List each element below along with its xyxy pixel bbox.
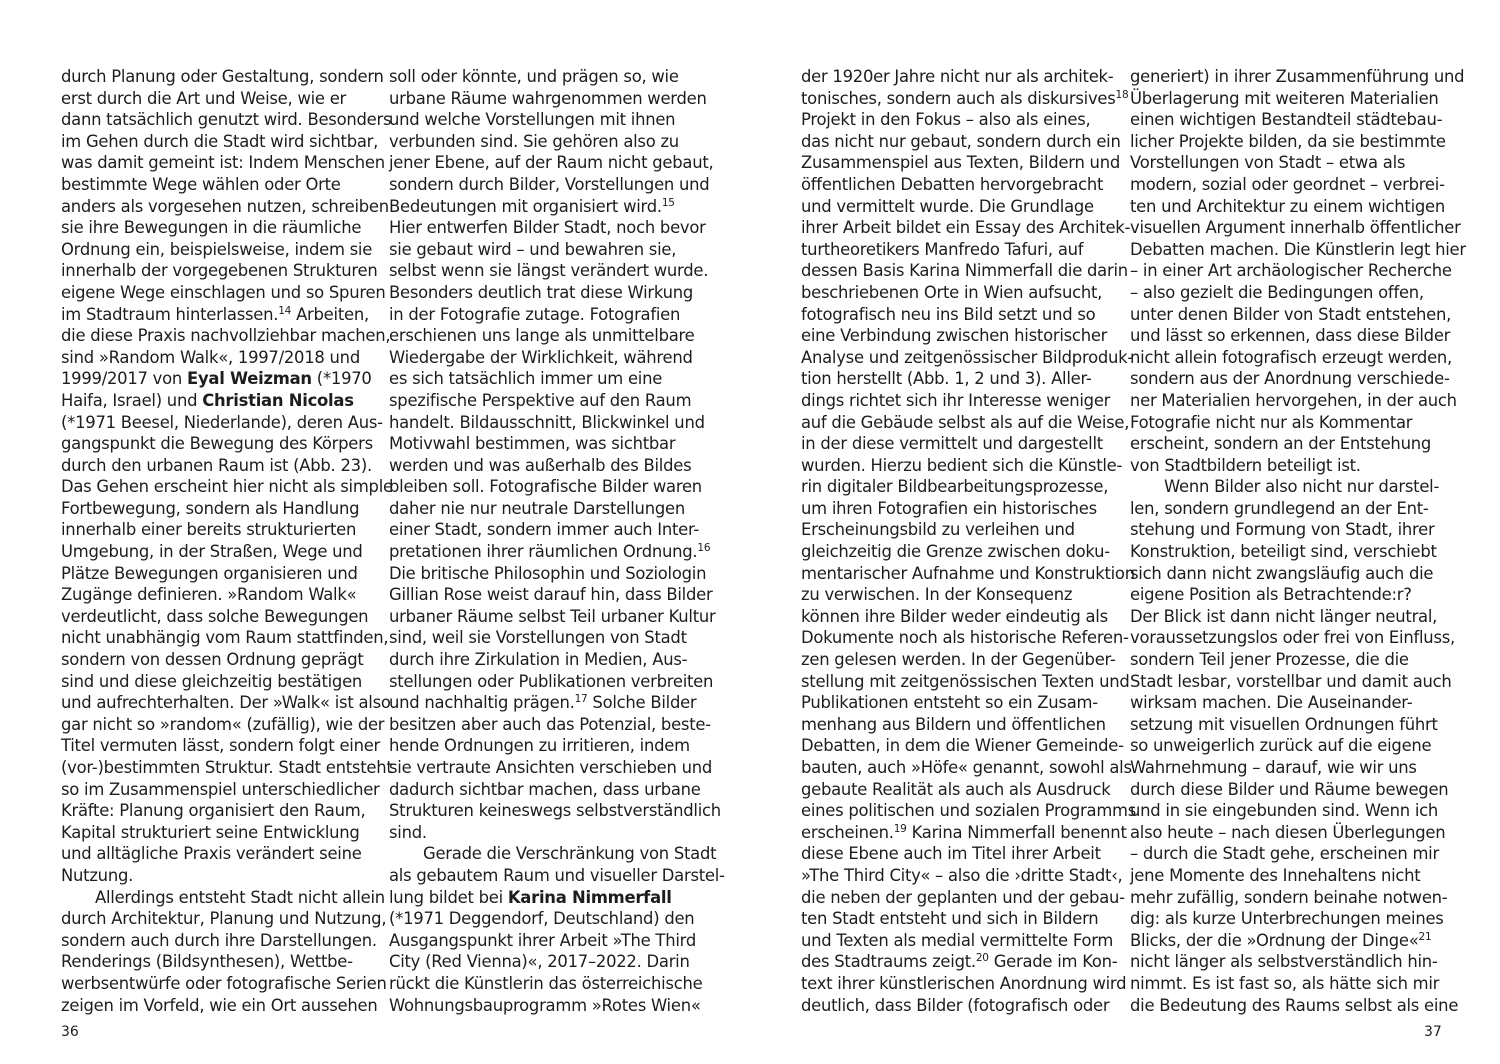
text-line: Der Blick ist dann nicht länger neutral, — [1130, 606, 1438, 626]
text-line: sondern von dessen Ordnung geprägt — [61, 650, 364, 670]
text-line: und nachhaltig prägen.$^{17}$ Solche Bilder — [389, 693, 697, 713]
text-line: dings richtet sich ihr Interesse weniger — [801, 390, 1111, 410]
text-line: die diese Praxis nachvollziehbar machen, — [61, 326, 391, 346]
text-line: so im Zusammenspiel unterschiedlicher — [61, 779, 380, 799]
text-line: verbunden sind. Sie gehören also zu — [389, 131, 679, 151]
text-line: Publikationen entsteht so ein Zusam- — [801, 693, 1098, 713]
text-line: und welche Vorstellungen mit ihnen — [389, 110, 676, 130]
text-line: – also gezielt die Bedingungen offen, — [1130, 282, 1424, 302]
text-line: Umgebung, in der Straßen, Wege und — [61, 542, 363, 562]
text-line: die neben der geplanten und der gebau- — [801, 887, 1125, 907]
text-line: des Stadtraums zeigt.$^{20}$ Gerade im Kon- — [801, 952, 1118, 972]
text-column-3 — [801, 66, 1136, 1016]
text-line: turtheoretikers Manfredo Tafuri, auf — [801, 239, 1084, 259]
text-line: Titel vermuten lässt, sondern folgt einer — [61, 736, 381, 756]
text-line: City (Red Vienna)«, 2017–2022. Darin — [389, 952, 690, 972]
text-line: durch diese Bilder und Räume bewegen — [1130, 779, 1449, 799]
text-line: mentarischer Aufnahme und Konstruktion — [801, 563, 1135, 583]
right-page — [750, 0, 1500, 1064]
text-line: auf die Gebäude selbst als auf die Weise, — [801, 412, 1130, 432]
text-line: voraussetzungslos oder frei von Einfluss, — [1130, 628, 1455, 648]
text-line: Renderings (Bildsynthesen), Wettbe- — [61, 952, 353, 972]
text-line: tion herstellt (Abb. 1, 2 und 3). Aller- — [801, 369, 1092, 389]
text-line: Das Gehen erscheint hier nicht als simple — [61, 477, 393, 497]
footnote-ref: 16 — [697, 542, 711, 555]
text-line: Projekt in den Fokus – also als eines, — [801, 110, 1091, 130]
text-line: sich dann nicht zwangsläufig auch die — [1130, 563, 1434, 583]
text-line: Konstruktion, beteiligt sind, verschiebt — [1130, 542, 1437, 562]
text-line: selbst wenn sie längst verändert wurde. — [389, 261, 709, 281]
text-line: »The Third City« – also die ›dritte Stadt‹, — [801, 865, 1123, 885]
footnote-ref: 14 — [278, 304, 292, 317]
text-line: es sich tatsächlich immer um eine — [389, 369, 663, 389]
text-line: gangspunkt die Bewegung des Körpers — [61, 434, 373, 454]
text-line: gebaute Realität als auch als Ausdruck — [801, 779, 1111, 799]
text-line: Wohnungsbauprogramm »Rotes Wien« — [389, 995, 701, 1015]
text-line: Kräfte: Planung organisiert den Raum, — [61, 801, 366, 821]
text-line: Erscheinungsbild zu verleihen und — [801, 520, 1075, 540]
text-line: und lässt so erkennen, dass diese Bilder — [1130, 326, 1451, 346]
text-line: erschienen uns lange als unmittelbare — [389, 326, 695, 346]
artist-name: Eyal Weizman — [187, 369, 312, 389]
text-line: sind »Random Walk«, 1997/2018 und — [61, 347, 360, 367]
text-line: Besonders deutlich trat diese Wirkung — [389, 282, 694, 302]
text-line: Ordnung ein, beispielsweise, indem sie — [61, 239, 373, 259]
text-line: gar nicht so »random« (zufällig), wie der — [61, 714, 385, 734]
text-line: einen wichtigen Bestandteil städtebau- — [1130, 110, 1443, 130]
text-line: generiert) in ihrer Zusammenführung und — [1130, 67, 1465, 86]
text-line: zu verwischen. In der Konsequenz — [801, 585, 1073, 605]
footnote-ref: 21 — [1418, 930, 1432, 943]
text-line: die Bedeutung des Raums selbst als eine — [1130, 995, 1459, 1015]
text-line: sie vertraute Ansichten verschieben und — [389, 758, 713, 777]
text-line: Ausgangspunkt ihrer Arbeit »The Third — [389, 930, 696, 950]
text-line: nicht allein fotografisch erzeugt werden, — [1130, 347, 1452, 367]
text-line: das nicht nur gebaut, sondern durch ein — [801, 131, 1121, 151]
text-line: 1999/2017 von Eyal Weizman (*1970 — [61, 369, 372, 389]
text-line: eigene Wege einschlagen und so Spuren — [61, 282, 386, 302]
text-line: jene Momente des Innehaltens nicht — [1130, 865, 1421, 885]
text-column-1 — [61, 66, 393, 1016]
text-line: werbsentwürfe oder fotografische Serien — [61, 973, 387, 993]
text-line: Die britische Philosophin und Soziologin — [389, 563, 707, 583]
text-line: Fotografie nicht nur als Kommentar — [1130, 412, 1413, 432]
text-line: eigene Position als Betrachtende:r? — [1130, 585, 1412, 605]
artist-name: Christian Nicolas — [202, 390, 354, 410]
text-line: nicht unabhängig vom Raum stattfinden, — [61, 628, 389, 648]
text-line: lung bildet bei Karina Nimmerfall — [389, 887, 672, 907]
text-line: innerhalb der vorgegebenen Strukturen — [61, 261, 378, 281]
text-line: Blicks, der die »Ordnung der Dinge«$^{21}$ — [1130, 930, 1432, 950]
text-line: durch Planung oder Gestaltung, sondern — [61, 67, 384, 86]
text-line: in der diese vermittelt und dargestellt — [801, 434, 1103, 454]
text-line: Allerdings entsteht Stadt nicht allein — [95, 887, 385, 907]
text-line: Wiedergabe der Wirklichkeit, während — [389, 347, 693, 367]
text-line: durch den urbanen Raum ist (Abb. 23). — [61, 455, 372, 475]
text-line: zeigen im Vorfeld, wie ein Ort aussehen — [61, 995, 378, 1015]
text-line: wirksam machen. Die Auseinander- — [1130, 693, 1413, 713]
text-line: Zugänge definieren. »Random Walk« — [61, 585, 357, 605]
text-line: sondern aus der Anordnung verschiede- — [1130, 369, 1450, 389]
text-line: stehung und Formung von Stadt, ihrer — [1130, 520, 1435, 540]
text-line: Nutzung. — [61, 865, 134, 885]
text-line: und alltägliche Praxis verändert seine — [61, 844, 362, 864]
text-line: dadurch sichtbar machen, dass urbane — [389, 779, 701, 799]
text-line: im Stadtraum hinterlassen.$^{14}$ Arbeiten, — [61, 304, 369, 324]
text-line: unter denen Bilder von Stadt entstehen, — [1130, 304, 1452, 324]
text-line: also heute – nach diesen Überlegungen — [1130, 822, 1446, 842]
text-line: menhang aus Bildern und öffentlichen — [801, 714, 1106, 734]
text-line: so unweigerlich zurück auf die eigene — [1130, 736, 1432, 756]
text-line: sind und diese gleichzeitig bestätigen — [61, 671, 363, 691]
text-line: setzung mit visuellen Ordnungen führt — [1130, 714, 1438, 734]
text-line: stellungen oder Publikationen verbreiten — [389, 671, 714, 691]
text-line: sondern Teil jener Prozesse, die die — [1130, 650, 1409, 670]
text-column-4 — [1130, 66, 1466, 1016]
text-line: um ihren Fotografien ein historisches — [801, 498, 1097, 518]
text-line: modern, sozial oder geordnet – verbrei- — [1130, 174, 1445, 194]
text-line: bestimmte Wege wählen oder Orte — [61, 174, 341, 194]
text-line: als gebautem Raum und visueller Darstel- — [389, 865, 725, 885]
text-line: werden und was außerhalb des Bildes — [389, 455, 692, 475]
text-line: Gerade die Verschränkung von Stadt — [423, 844, 717, 864]
text-line: ihrer Arbeit bildet ein Essay des Architek- — [801, 218, 1131, 238]
text-line: jener Ebene, auf der Raum nicht gebaut, — [389, 153, 714, 173]
text-line: und Texten als medial vermittelte Form — [801, 930, 1114, 950]
text-line: daher nie nur neutrale Darstellungen — [389, 498, 685, 518]
text-line: Debatten, in dem die Wiener Gemeinde- — [801, 736, 1124, 756]
text-line: bleiben soll. Fotografische Bilder waren — [389, 477, 702, 497]
text-line: Fortbewegung, sondern als Handlung — [61, 498, 360, 518]
text-line: nimmt. Es ist fast so, als hätte sich mir — [1130, 973, 1440, 993]
text-line: Strukturen keineswegs selbstverständlich — [389, 801, 721, 821]
footnote-ref: 15 — [661, 196, 675, 209]
text-line: erscheinen.$^{19}$ Karina Nimmerfall benennt — [801, 822, 1127, 842]
text-line: nicht länger als selbstverständlich hin- — [1130, 952, 1438, 972]
text-line: spezifische Perspektive auf den Raum — [389, 390, 692, 410]
footnote-ref: 20 — [975, 952, 989, 965]
text-line: wurden. Hierzu bedient sich die Künstle- — [801, 455, 1123, 475]
text-line: mehr zufällig, sondern beinahe notwen- — [1130, 887, 1448, 907]
text-line: und in sie eingebunden sind. Wenn ich — [1130, 801, 1439, 821]
text-line: ner Materialien hervorgehen, in der auch — [1130, 390, 1457, 410]
text-line: pretationen ihrer räumlichen Ordnung.$^{16}$ — [389, 542, 711, 562]
text-line: öffentlichen Debatten hervorgebracht — [801, 174, 1104, 194]
page-number-left: 36 — [61, 1024, 79, 1040]
text-line: dessen Basis Karina Nimmerfall die darin — [801, 261, 1128, 281]
text-line: Stadt lesbar, vorstellbar und damit auch — [1130, 671, 1452, 691]
text-line: urbaner Räume selbst Teil urbaner Kultur — [389, 606, 716, 626]
text-line: Debatten machen. Die Künstlerin legt hier — [1130, 239, 1466, 259]
text-line: sie gebaut wird – und bewahren sie, — [389, 239, 677, 259]
text-column-2 — [389, 66, 725, 1016]
text-line: zen gelesen werden. In der Gegenüber- — [801, 650, 1116, 670]
text-line: deutlich, dass Bilder (fotografisch oder — [801, 995, 1110, 1015]
text-line: und vermittelt wurde. Die Grundlage — [801, 196, 1094, 216]
text-line: Überlagerung mit weiteren Materialien — [1130, 88, 1439, 108]
text-line: len, sondern grundlegend an der Ent- — [1130, 498, 1429, 518]
text-line: von Stadtbildern beteiligt ist. — [1130, 455, 1361, 475]
artist-name: Karina Nimmerfall — [507, 887, 672, 907]
text-line: beschriebenen Orte in Wien aufsucht, — [801, 282, 1103, 302]
text-line: in der Fotografie zutage. Fotografien — [389, 304, 681, 324]
text-line: einer Stadt, sondern immer auch Inter- — [389, 520, 700, 540]
text-line: text ihrer künstlerischen Anordnung wird — [801, 973, 1127, 993]
text-line: innerhalb einer bereits strukturierten — [61, 520, 357, 540]
text-line: Haifa, Israel) und Christian Nicolas — [61, 390, 354, 410]
text-line: dig: als kurze Unterbrechungen meines — [1130, 909, 1444, 929]
text-line: rin digitaler Bildbearbeitungsprozesse, — [801, 477, 1109, 497]
text-line: Gillian Rose weist darauf hin, dass Bilder — [389, 585, 713, 605]
text-line: erst durch die Art und Weise, wie er — [61, 88, 347, 108]
text-line: stellung mit zeitgenössischen Texten und — [801, 671, 1130, 691]
text-line: Dokumente noch als historische Referen- — [801, 628, 1129, 648]
text-line: bauten, auch »Höfe« genannt, sowohl als — [801, 758, 1132, 777]
text-line: erscheint, sondern an der Entstehung — [1130, 434, 1431, 454]
text-line: (vor-)bestimmten Struktur. Stadt entsteht — [61, 758, 393, 777]
text-line: können ihre Bilder weder eindeutig als — [801, 606, 1108, 626]
text-line: der 1920er Jahre nicht nur als architek- — [801, 67, 1114, 86]
text-line: Plätze Bewegungen organisieren und — [61, 563, 358, 583]
text-line: Wenn Bilder also nicht nur darstel- — [1164, 477, 1440, 497]
text-line: Wahrnehmung – darauf, wie wir uns — [1130, 758, 1417, 777]
text-line: fotografisch neu ins Bild setzt und so — [801, 304, 1096, 324]
text-line: sind, weil sie Vorstellungen von Stadt — [389, 628, 687, 648]
footnote-ref: 18 — [1115, 88, 1129, 101]
text-line: sondern auch durch ihre Darstellungen. — [61, 930, 377, 950]
footnote-ref: 17 — [574, 693, 588, 706]
text-line: verdeutlicht, dass solche Bewegungen — [61, 606, 369, 626]
text-line: Vorstellungen von Stadt – etwa als — [1130, 153, 1406, 173]
text-line: Kapital strukturiert seine Entwicklung — [61, 822, 360, 842]
text-line: hende Ordnungen zu irritieren, indem — [389, 736, 690, 756]
text-line: ten Stadt entsteht und sich in Bildern — [801, 909, 1099, 929]
text-line: im Gehen durch die Stadt wird sichtbar, — [61, 131, 379, 151]
text-line: sondern durch Bilder, Vorstellungen und — [389, 174, 710, 194]
text-line: anders als vorgesehen nutzen, schreiben — [61, 196, 389, 216]
text-line: – durch die Stadt gehe, erscheinen mir — [1130, 844, 1439, 864]
text-line: diese Ebene auch im Titel ihrer Arbeit — [801, 844, 1101, 864]
text-line: rückt die Künstlerin das österreichische — [389, 973, 703, 993]
text-line: dann tatsächlich genutzt wird. Besonders — [61, 110, 392, 130]
text-line: was damit gemeint ist: Indem Menschen — [61, 153, 385, 173]
text-line: handelt. Bildausschnitt, Blickwinkel und — [389, 412, 705, 432]
page-number-right: 37 — [1424, 1024, 1442, 1040]
text-line: und aufrechterhalten. Der »Walk« ist also — [61, 693, 391, 713]
text-line: urbane Räume wahrgenommen werden — [389, 88, 707, 108]
text-line: – in einer Art archäologischer Recherche — [1130, 261, 1452, 281]
text-line: soll oder könnte, und prägen so, wie — [389, 67, 679, 86]
text-line: (*1971 Beesel, Niederlande), deren Aus- — [61, 412, 383, 432]
footnote-ref: 19 — [893, 822, 907, 835]
text-line: (*1971 Deggendorf, Deutschland) den — [389, 909, 695, 929]
text-line: Motivwahl bestimmen, was sichtbar — [389, 434, 676, 454]
text-line: besitzen aber auch das Potenzial, beste- — [389, 714, 711, 734]
text-line: sind. — [389, 822, 427, 842]
text-line: gleichzeitig die Grenze zwischen doku- — [801, 542, 1110, 562]
text-line: durch Architektur, Planung und Nutzung, — [61, 909, 387, 929]
text-line: eines politischen und sozialen Programms — [801, 801, 1137, 821]
text-line: tonisches, sondern auch als diskursives$^{18}$ — [801, 88, 1129, 108]
text-line: Hier entwerfen Bilder Stadt, noch bevor — [389, 218, 706, 238]
text-line: eine Verbindung zwischen historischer — [801, 326, 1108, 346]
text-line: ten und Architektur zu einem wichtigen — [1130, 196, 1446, 216]
text-line: durch ihre Zirkulation in Medien, Aus- — [389, 650, 688, 670]
text-line: visuellen Argument innerhalb öffentlicher — [1130, 218, 1461, 238]
text-line: Analyse und zeitgenössischer Bildproduk- — [801, 347, 1134, 367]
text-line: Zusammenspiel aus Texten, Bildern und — [801, 153, 1120, 173]
text-line: Bedeutungen mit organisiert wird.$^{15}$ — [389, 196, 675, 216]
text-line: licher Projekte bilden, da sie bestimmte — [1130, 131, 1446, 151]
text-line: sie ihre Bewegungen in die räumliche — [61, 218, 362, 238]
